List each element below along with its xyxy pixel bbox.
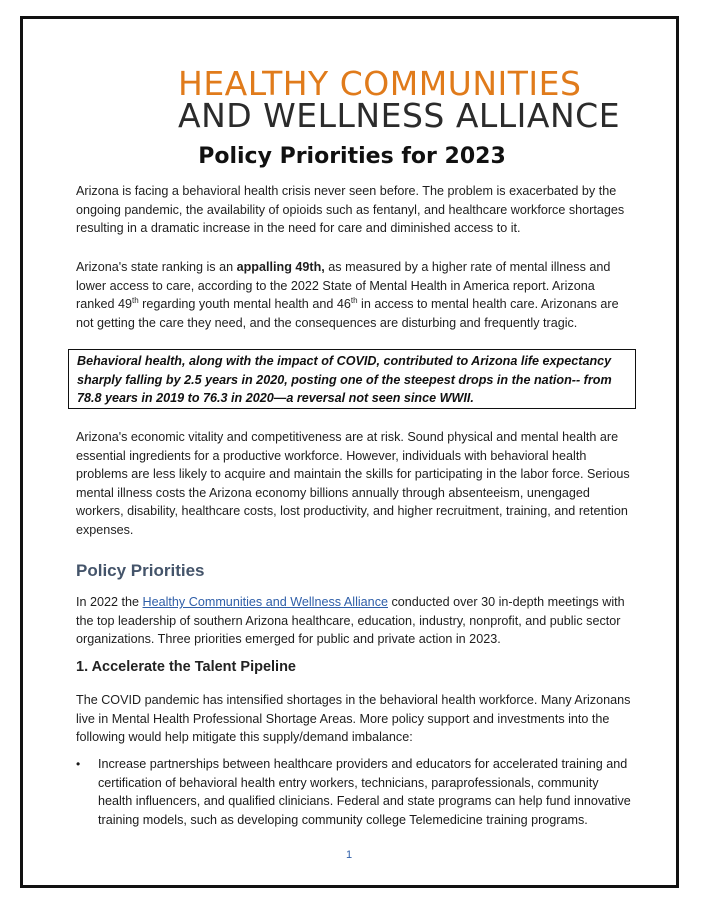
policy-priorities-heading: Policy Priorities — [76, 561, 205, 580]
page-title: Policy Priorities for 2023 — [198, 144, 506, 169]
p2-mid-2: regarding youth mental health and 46 — [138, 297, 351, 311]
p2-mid: as measured by a higher rate of mental illness and lower access to care, according to the 2022 State of Mental Health in America report. Arizona ranked 49 — [76, 260, 611, 311]
policy-start: In 2022 the — [76, 595, 143, 609]
p2-end: in access to mental health care. Arizonans are not getting the care they need, and the consequences are disturbing and frequently tragic. — [76, 297, 619, 330]
bullet-item — [76, 755, 636, 829]
life-expectancy-callout: Behavioral health, along with the impact of COVID, contributed to Arizona life expectancy sharply falling by 2.5 years in 2020, posting one of the steepest drops in the nation-- from 78.8 years in 2019 to 76.3 in 2020—a reversal not seen since WWII. — [68, 349, 636, 409]
p2-bold: appalling 49th, — [236, 260, 325, 274]
policy-paragraph — [76, 593, 632, 649]
p2-start: Arizona's state ranking is an — [76, 260, 237, 274]
page-number: 1 — [346, 849, 353, 861]
bullet-marker: • — [76, 757, 81, 771]
p2-sup-1: th — [132, 295, 139, 305]
alliance-link[interactable]: Healthy Communities and Wellness Alliance — [142, 595, 388, 609]
section-1-body: The COVID pandemic has intensified shortages in the behavioral health workforce. Many Arizonans live in Mental Health Professional Shortage Areas. More policy support and investments into the following would help mitigate this supply/demand imbalance: — [76, 693, 631, 744]
intro-paragraph-1: Arizona is facing a behavioral health crisis never seen before. The problem is exacerbated by the ongoing pandemic, the availability of opioids such as fentanyl, and healthcare workforce shortages resulting in a dramatic increase in the need for care and diminished access to it. — [76, 184, 625, 235]
bullet-text: Increase partnerships between healthcare providers and educators for accelerated training and certification of behavioral health entry workers, technicians, paraprofessionals, community health influencers, and qualified clinicians. Federal and state programs can help fund innovative training models, such as developing community college Telemedicine training programs. — [98, 757, 631, 827]
policy-end: conducted over 30 in-depth meetings with the top leadership of southern Arizona healthcare, education, industry, nonprofit, and public sector organizations. Three priorities emerged for public and private action in 2023. — [76, 595, 625, 646]
p2-sup-2: th — [350, 295, 358, 305]
logo-line-2: AND WELLNESS ALLIANCE — [178, 96, 621, 135]
economy-paragraph: Arizona's economic vitality and competitiveness are at risk. Sound physical and mental health are essential ingredients for a productive workforce. However, individuals with behavioral health problems are less likely to acquire and maintain the skills for participating in the labor force. Serious mental illness costs the Arizona economy billions annually through absenteeism, unengaged workers, disability, healthcare costs, lost productivity, and higher recruitment, training, and retention expenses. — [76, 430, 630, 537]
intro-paragraph-2 — [76, 258, 632, 332]
logo-line-1: HEALTHY COMMUNITIES — [178, 64, 582, 103]
section-1-heading: 1. Accelerate the Talent Pipeline — [76, 659, 296, 675]
